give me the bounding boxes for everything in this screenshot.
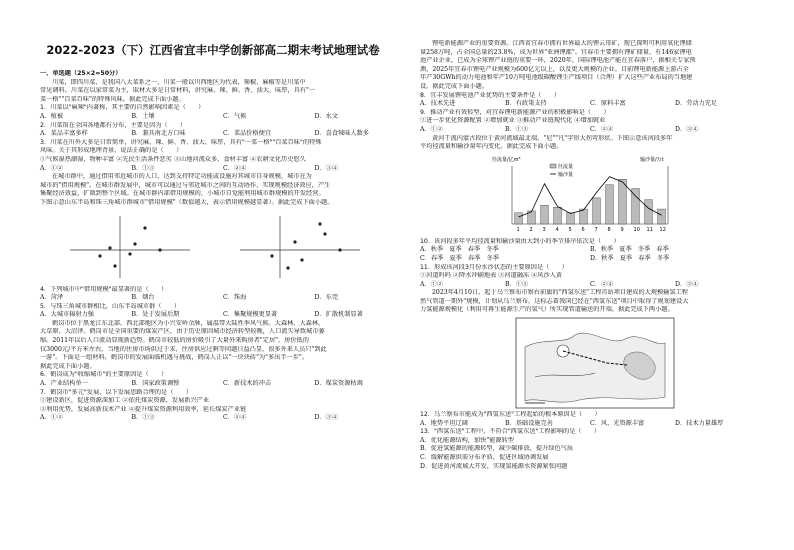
legend-label: 输沙量: [558, 171, 574, 178]
month-labels: [517, 227, 666, 233]
option[interactable]: B．基础设施完善: [505, 419, 553, 427]
question-7: 7．鹤岗市"多元"发展，以下发展思路合理的是（ ）: [40, 388, 192, 396]
passage-line: 力氢能源规模化（利用可再生能源生产的氢气）所实现管道输送的开端。据此完成下两小题。: [420, 306, 674, 314]
option[interactable]: B．烟台: [131, 294, 155, 302]
option[interactable]: C．②④: [223, 164, 247, 172]
question-4: 4．下列城市中"借用规模"最显著的是（ ）: [40, 285, 168, 293]
option[interactable]: A．①②: [420, 280, 444, 288]
option[interactable]: C．原料丰富: [590, 100, 626, 108]
page-title: 2022-2023（下）江西省宜丰中学创新部高二期末考试地理试卷: [46, 43, 380, 57]
question-1: 1．川菜以"麻辣"内著称，其主要的自然影响因素是（ ）: [40, 104, 205, 112]
options-q2: [40, 130, 406, 139]
question-7-items: ①建设新区，促进资源深加工 ②依托煤炭资源，发展新兴产业: [40, 397, 210, 405]
month-tick-label: 5: [568, 226, 572, 233]
option[interactable]: C．风、光资源丰富: [590, 419, 645, 427]
option[interactable]: A．①②: [40, 164, 64, 172]
option[interactable]: D．促进黄河流域大开发，实现氢能源水资源紧张问题: [420, 462, 568, 470]
options-q6: [40, 380, 406, 389]
option[interactable]: A．植被: [40, 112, 64, 120]
month-tick-label: 11: [646, 226, 653, 233]
month-tick-label: 9: [620, 226, 624, 233]
data-point: [318, 222, 321, 225]
runoff-bar: [593, 198, 601, 224]
options-q3: [40, 165, 406, 174]
option[interactable]: C．集聚规模更显著: [223, 311, 278, 319]
map-svg: [515, 317, 675, 409]
runoff-bar: [658, 209, 666, 224]
month-tick-label: 10: [633, 226, 640, 233]
section-heading: 一、单选题（25×2=50分）: [40, 70, 122, 77]
options-q1: [40, 113, 406, 122]
data-point: [293, 240, 296, 243]
option[interactable]: B．促进氢能源的能源转型，减少碳排放，提升绿色气质: [420, 445, 574, 453]
data-point: [286, 266, 289, 269]
runoff-bar: [619, 179, 627, 224]
runoff-bar: [645, 199, 653, 223]
data-point: [158, 248, 161, 251]
option[interactable]: B．秋季 夏季 冬季 春季: [590, 246, 669, 254]
question-8: 8．宜丰发展锂电池产业优势的主要条件是（ ）: [420, 91, 561, 99]
passage-line: 锂电新能源产业的重要资源。江西省宜春市拥有世界最大的锂云母矿，现已探明可利用氧化锂储: [432, 40, 692, 47]
passage-line: 年产30GWh的动力电池和年产10万吨电池级碳酸锂生产线项目（合理）扩大这些产业布局的当地建: [420, 74, 693, 82]
options-q7: [40, 414, 406, 423]
passage-line: 缩。2011年以后人口流动显现新趋势。鹤岗市较低的房价吸引了大量外来购房者"定居"，房价低的: [40, 337, 309, 345]
passage-line: 菜一格""百菜百味"的特殊风味。据此完成下面小题。: [40, 95, 185, 103]
month-tick-label: 3: [542, 226, 546, 233]
data-point: [113, 264, 116, 267]
question-3-cont: 风味。关于其形成地理背景，说法正确的是（ ）: [40, 147, 183, 155]
scatter-plots: [40, 210, 406, 284]
option[interactable]: B．①③: [505, 280, 529, 288]
data-point: [338, 248, 341, 251]
left-column: [40, 70, 406, 423]
question-3: 3．川菜在川外大多是日常简单，讲究麻、辣、鲜、香、油大、味厚，具有"一菜一格""百菜百味"的特殊: [40, 138, 322, 146]
question-12: 12．乌兰察布市能成为"西氢东送"工程起始的根本原因是（ ）: [420, 411, 601, 419]
question-11-items: ①河道吗吗 ②降水冲刷地表 ③河道融冻 ④风沙入黄: [420, 272, 563, 280]
option[interactable]: C．②④: [590, 280, 614, 288]
month-tick-label: 8: [607, 226, 611, 233]
question-7-items: ③利用优势，发展高新技术产业 ④提升煤炭资源利用效率，延长煤炭产业链: [40, 405, 247, 413]
option[interactable]: D．扩散机制显著: [314, 311, 363, 319]
options-q10b: [420, 255, 760, 264]
option[interactable]: D．喜食辣味人数多: [314, 130, 369, 138]
question-6: 6．鹤岗成为"收缩城市"的主要原因是（ ）: [40, 371, 168, 379]
option[interactable]: D．③④: [314, 414, 339, 422]
options-q8: [420, 100, 760, 109]
data-point: [133, 242, 136, 245]
option[interactable]: C．②④: [223, 414, 247, 422]
runoff-bar: [554, 207, 562, 224]
option[interactable]: A．地势平坦辽阔: [420, 419, 468, 427]
passage-line: 设。据此完成下面小题。: [420, 82, 489, 90]
month-tick-label: 7: [594, 226, 598, 233]
passage-line: 池产业企业，已成为全球锂产业链的重要一环，2020年，国际锂电池产能在宜春落户，据相关专家预: [420, 57, 696, 65]
question-5: 5．与珠三角城市群相比，山东半岛城市群（ ）: [40, 302, 181, 310]
passage-line: 平均径流量和输沙量年内变化。据此完成下面小题。: [420, 143, 563, 151]
option[interactable]: D．③④: [314, 164, 339, 172]
y1-axis-label: 径流量/亿m³: [492, 156, 521, 163]
option[interactable]: A．优化能源结构，加快"能源转型: [420, 436, 514, 444]
option[interactable]: C．气候: [223, 112, 247, 120]
question-3-items: ①气候湿热潮湿，物种丰富 ②先民生活条件恶劣 ③山地河流众多，食材丰富 ④农耕文化历史悠久: [40, 155, 306, 163]
runoff-bar: [632, 188, 640, 223]
option[interactable]: C．春季 夏季 春季 冬季: [420, 254, 499, 262]
passage-line: 据此完成下面小题。: [40, 362, 96, 370]
option[interactable]: A．菜品丰富多样: [40, 130, 88, 138]
question-2: 2．川菜馆在全国各地都有分布，主要是因为（ ）: [40, 121, 187, 129]
options-q9: [420, 126, 760, 135]
y2-axis-label: 输沙量/万t: [640, 156, 664, 163]
option[interactable]: B．国家政策调整: [131, 380, 180, 388]
runoff-bar: [580, 209, 588, 224]
pipeline-map: [515, 317, 760, 409]
sediment-line: [519, 176, 662, 216]
month-tick-label: 2: [529, 226, 533, 233]
runoff-bar: [515, 213, 523, 224]
option[interactable]: A．①②: [40, 414, 64, 422]
option[interactable]: B．处于发展后期: [131, 311, 180, 319]
question-9-items: ①进一步优化资源配置 ②增加就业 ③推动产业链现代化 ④增加就业: [420, 117, 606, 125]
passage-line: 在城市群中，通过借用邻近城市的人口，达到支持特定功能或设施对其城市自身规模，城市在为: [52, 173, 312, 181]
data-point: [300, 258, 303, 261]
runoff-bar: [541, 205, 549, 224]
question-10: 10．该河段多年平均径流量和输沙量由大到小的季节排序依次是（ ）: [420, 237, 620, 245]
option[interactable]: D．技术力量雄厚: [675, 419, 724, 427]
options-q5: [40, 311, 406, 320]
options-q4: [40, 294, 406, 303]
passage-line: 常见调料。川菜在以家常菜为主，取材大多是日常材料，讲究麻、辣、鲜、香、油大、味厚，具有"一: [40, 87, 316, 95]
option[interactable]: A．产业结构单一: [40, 380, 88, 388]
option[interactable]: B．兼具南北方口味: [131, 130, 186, 138]
passage-line: 川菜，即四川菜，是我国八大菜系之一，川菜一般以川西地区为代表，辣椒、麻椒等是川菜中: [52, 78, 306, 86]
question-11: 11．形成该河段3月份水沙状态的主要原因是（ ）: [420, 263, 568, 271]
scatter-figure: [40, 210, 406, 284]
option[interactable]: C．新技术的冲击: [223, 380, 272, 388]
passage-line: 测，2025年宜春市锂电产业规模为600亿元以上，以及更大规模的企业。目前锂电新能源上游占全: [420, 65, 689, 73]
option[interactable]: B．①③: [131, 414, 155, 422]
month-tick-label: 12: [659, 226, 666, 233]
runoff-sediment-chart: [490, 154, 760, 236]
month-tick-label: 1: [516, 226, 520, 233]
legend-swatch-bar: [550, 164, 556, 168]
option[interactable]: C．珠海: [223, 294, 247, 302]
option[interactable]: A．大城市辐射力强: [40, 311, 94, 319]
chart-svg: [490, 154, 690, 236]
right-column: [420, 40, 760, 471]
runoff-bar: [567, 213, 575, 224]
option[interactable]: B．有政策支持: [505, 100, 547, 108]
data-point: [98, 254, 101, 257]
runoff-bar: [606, 185, 614, 224]
option[interactable]: D．秋季 夏季 春季 冬季: [590, 254, 670, 262]
option[interactable]: D．水文: [314, 112, 339, 120]
question-13: 13．"西氢东送"工程中，不符合"西氢东送"工程影响的是（ ）: [420, 428, 601, 436]
option[interactable]: C．菜品价格便宜: [223, 130, 272, 138]
passage-line: 大草原、大沼泽。鹤岗市是全国重要的煤炭产区，由于历史原因城市经济转型较晚，人口流失导致城市萎: [40, 328, 325, 336]
options-q12: [420, 420, 760, 429]
passage-line: 集聚经济效益，扩散到整个区域。在城市群内部借用规模的，小城市自觉能利用城市群规模的开发经营。: [40, 190, 325, 198]
month-tick-label: 6: [581, 226, 585, 233]
option[interactable]: C．②④: [590, 125, 614, 133]
question-9: 9．推动产业有效转型，对宜春锂电新能源产业的积极影响是（ ）: [420, 108, 610, 116]
option[interactable]: B．土壤: [131, 112, 155, 120]
options-q11: [420, 281, 760, 290]
option[interactable]: D．③④: [675, 280, 699, 288]
passage-line: 一游"。下面是一组材料，鹤岗市的发展面临机遇与挑战，鹤岗人正以"一块块砖"为"多出半一步"。: [40, 354, 308, 362]
option[interactable]: B．①③: [505, 125, 529, 133]
option[interactable]: A．秋季 夏季 春季 冬季: [420, 246, 499, 254]
option[interactable]: B．①③: [131, 164, 155, 172]
data-point: [108, 246, 111, 249]
data-point: [128, 252, 131, 255]
option[interactable]: D．③④: [675, 125, 699, 133]
passage-line: 2023年4月10日，起于乌兰察布市察右前旗的"西氢东送"工程首站项目建成的大规模输氢工程: [432, 289, 688, 297]
passage-line: 然气管道一期外"规模，计划从乌兰察布，这标志着我国已经在"西氢东送"项目中取得了规划建设大: [420, 297, 689, 305]
passage-line: 鹤岗市位于黑龙江东北部，西北部地区为小兴安岭余脉，属温带大陆性季风气候。大森林、大森林、: [52, 319, 325, 327]
passage-line: 仅3000元/平方米左右。当地的住房市场供过于求、住房供应过剩等问题日益凸显，很多外来人员只"到此: [40, 345, 327, 353]
option[interactable]: C．缓解能源供需分布矛盾，促进区域协调发展: [420, 454, 549, 462]
data-point: [323, 232, 326, 235]
passage-line: 黄河干流内蒙古段位于黄河流域最北端。"尼""凡"字形大拐弯形状。下图示意该河段多年: [432, 134, 673, 142]
legend-label: 径流量: [558, 163, 574, 170]
passage-line: 城市的"借用规模"。在城市群发展中，城市可以通过与邻近城市之间的互动协作，实现规模经济效应，产生: [40, 181, 331, 189]
passage-line: 量258万吨，占全国总量的23.8%，成为世界"亚洲锂都"。宜春市主要拥有锂矿储量，有146家锂电: [420, 48, 692, 56]
option[interactable]: A．①②: [420, 125, 444, 133]
option[interactable]: A．菏泽: [40, 294, 64, 302]
month-tick-label: 4: [555, 226, 559, 233]
passage-line: 下图示意山东半岛和珠三角城市群城市"借用规模"（数值越大，表示借用规模越显著）。据此完成下面小题。: [40, 198, 334, 206]
data-point: [143, 226, 146, 229]
options-q10: [420, 246, 760, 255]
option[interactable]: D．劳动力充足: [675, 100, 718, 108]
option[interactable]: A．技术先进: [420, 100, 456, 108]
option[interactable]: D．煤炭资源枯竭: [314, 380, 363, 388]
data-point: [270, 254, 273, 257]
option[interactable]: D．东莞: [314, 294, 339, 302]
